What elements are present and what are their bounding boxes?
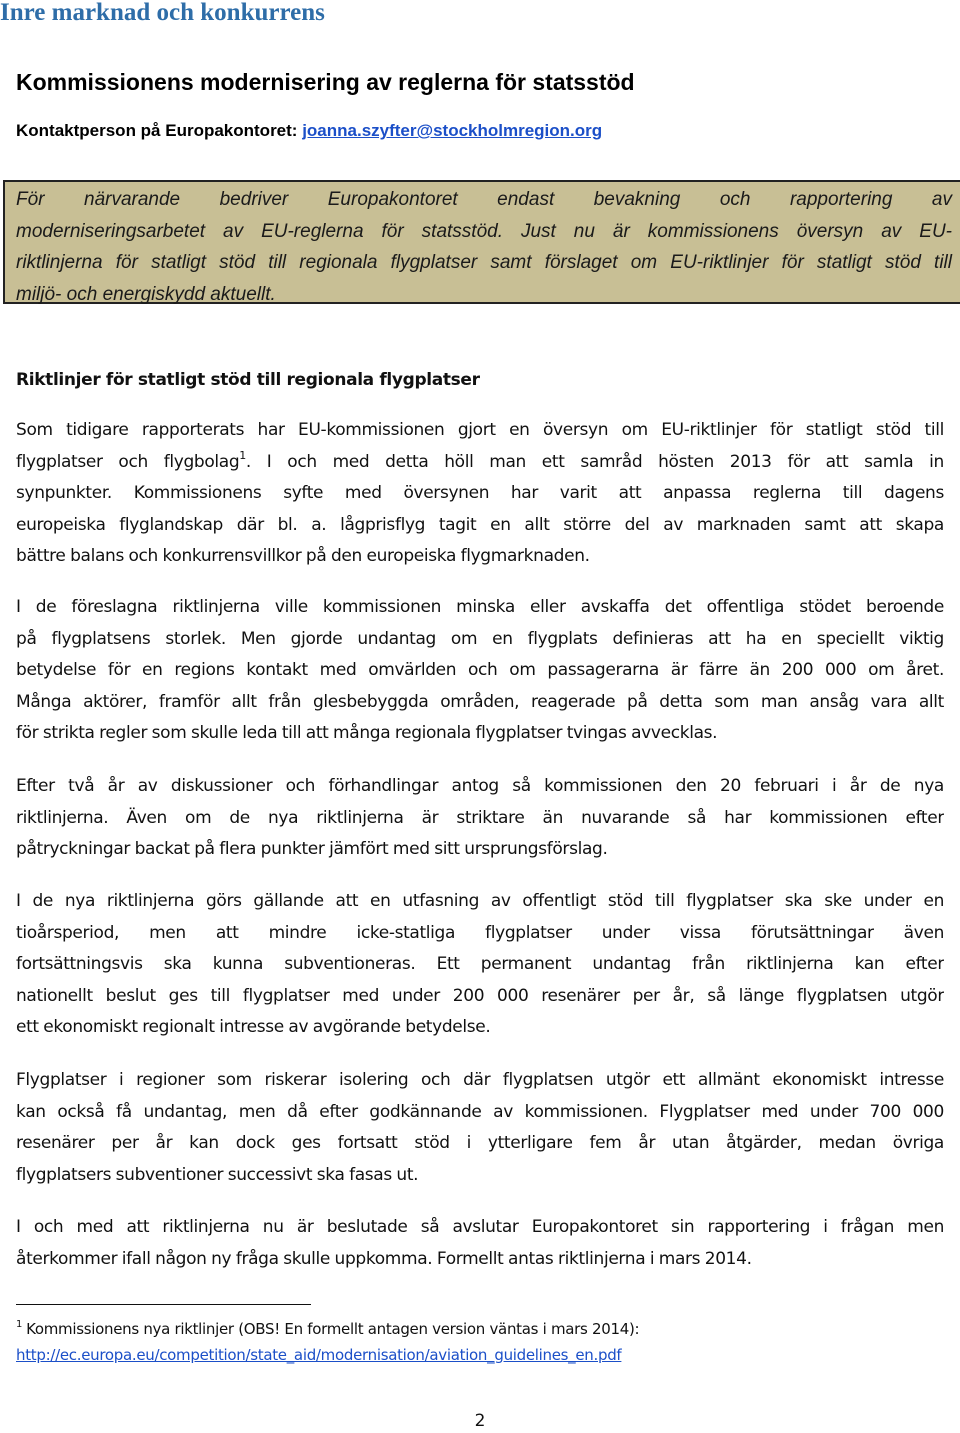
footnote-link[interactable]: http://ec.europa.eu/competition/state_aid/modernisation/aviation_guidelines_en.pdf bbox=[16, 1346, 622, 1364]
paragraph-2 bbox=[16, 592, 944, 750]
contact-email-link[interactable]: joanna.szyfter@stockholmregion.org bbox=[302, 121, 603, 140]
paragraph-3 bbox=[16, 771, 944, 866]
paragraph-line: nationellt beslut ges till flygplatser med under 200 000 resenärer per år, så länge flygplatsen utgör bbox=[16, 985, 944, 1006]
paragraph-line: synpunkter. Kommissionens syfte med översynen har varit att anpassa reglerna till dagens bbox=[16, 483, 944, 503]
paragraph-line: kan också få undantag, men då efter godkännande av kommissionen. Flygplatser med under 700 000 bbox=[16, 1101, 944, 1122]
paragraph-line: påtryckningar backat på flera punkter jämfört med sitt ursprungsförslag. bbox=[16, 839, 608, 859]
footnote-mark: 1 bbox=[16, 1319, 23, 1330]
info-box-line: riktlinjerna för statligt stöd till regionala flygplatser samt förslaget om EU-riktlinjer för statligt stöd till bbox=[16, 252, 952, 273]
paragraph-line: europeiska flyglandskap där bl. a. lågprisflyg tagit en allt större del av marknaden samt att skapa bbox=[16, 514, 944, 535]
paragraph-1 bbox=[16, 415, 944, 573]
footnote-link-line bbox=[16, 1342, 944, 1368]
paragraph-line: Som tidigare rapporterats har EU-kommissionen gjort en översyn om EU-riktlinjer för statligt stöd till bbox=[16, 420, 944, 440]
footnote-text-line bbox=[16, 1316, 944, 1342]
footnote-reference[interactable]: 1 bbox=[239, 448, 246, 462]
paragraph-line: för strikta regler som skulle leda till att många regionala flygplatser tvingas avvecklas. bbox=[16, 723, 718, 743]
paragraph-line: bättre balans och konkurrensvillkor på den europeiska flygmarknaden. bbox=[16, 546, 590, 566]
paragraph-line: Efter två år av diskussioner och förhandlingar antog så kommissionen den 20 februari i år de nya bbox=[16, 776, 944, 796]
paragraph-5 bbox=[16, 1065, 944, 1191]
paragraph-line: Många aktörer, framför allt från glesbebyggda områden, reagerade på detta som man ansåg vara allt bbox=[16, 691, 944, 712]
paragraph-line: tioårsperiod, men att mindre icke-statliga flygplatser under vissa förutsättningar även bbox=[16, 922, 944, 943]
paragraph-line: I de nya riktlinjerna görs gällande att en utfasning av offentligt stöd till flygplatser ska ske under en bbox=[16, 891, 944, 911]
paragraph-line: flygplatsers subventioner successivt ska fasas ut. bbox=[16, 1164, 419, 1185]
paragraph-line-text: . I och med detta höll man ett samråd hösten 2013 för att samla in bbox=[245, 451, 944, 472]
paragraph-line: betydelse för en regions kontakt med omvärlden och om passagerarna är färre än 200 000 om året. bbox=[16, 660, 944, 680]
contact-label: Kontaktperson på Europakontoret: bbox=[16, 121, 303, 140]
paragraph-line-text: flygplatser och flygbolag bbox=[16, 451, 240, 472]
info-box-line: För närvarande bedriver Europakontoret endast bevakning och rapportering av bbox=[16, 189, 952, 210]
paragraph-line: på flygplatsens storlek. Men gjorde undantag om en flygplats definieras att ha en speciellt viktig bbox=[16, 628, 944, 649]
info-box-line: miljö- och energiskydd aktuellt. bbox=[16, 283, 276, 305]
footnote bbox=[16, 1316, 944, 1368]
info-box bbox=[3, 180, 960, 304]
footnote-text: Kommissionens nya riktlinjer (OBS! En formellt antagen version väntas i mars 2014): bbox=[26, 1320, 640, 1338]
contact-line bbox=[16, 120, 602, 142]
paragraph-line: I de föreslagna riktlinjerna ville kommissionen minska eller avskaffa det offentliga stödet beroende bbox=[16, 597, 944, 617]
section-heading: Riktlinjer för statligt stöd till regionala flygplatser bbox=[16, 370, 480, 390]
info-box-line: moderniseringsarbetet av EU-reglerna för statsstöd. Just nu är kommissionens översyn av EU- bbox=[16, 220, 952, 242]
page-number: 2 bbox=[474, 1411, 486, 1431]
paragraph-line: Flygplatser i regioner som riskerar isolering och där flygplatsen utgör ett allmänt ekonomiskt intresse bbox=[16, 1070, 944, 1090]
paragraph-line: fortsättningsvis ska kunna subventioneras. Ett permanent undantag från riktlinjerna kan efter bbox=[16, 954, 944, 974]
paragraph-line: riktlinjerna. Även om de nya riktlinjerna är striktare än nuvarande så har kommissionen efter bbox=[16, 807, 944, 828]
document-title: Kommissionens modernisering av reglerna för statsstöd bbox=[16, 69, 635, 95]
paragraph-line: I och med att riktlinjerna nu är beslutade så avslutar Europakontoret sin rapportering i frågan men bbox=[16, 1217, 944, 1237]
section-header: Inre marknad och konkurrens bbox=[0, 0, 325, 26]
paragraph-line: ett ekonomiskt regionalt intresse av avgörande betydelse. bbox=[16, 1017, 491, 1037]
footnote-divider bbox=[16, 1304, 311, 1305]
paragraph-6 bbox=[16, 1212, 944, 1275]
paragraph-line: resenärer per år kan dock ges fortsatt stöd i ytterligare fem år utan åtgärder, medan övriga bbox=[16, 1133, 944, 1153]
paragraph-line bbox=[16, 447, 944, 479]
paragraph-line: återkommer ifall någon ny fråga skulle uppkomma. Formellt antas riktlinjerna i mars 2014. bbox=[16, 1248, 752, 1269]
paragraph-4 bbox=[16, 886, 944, 1044]
